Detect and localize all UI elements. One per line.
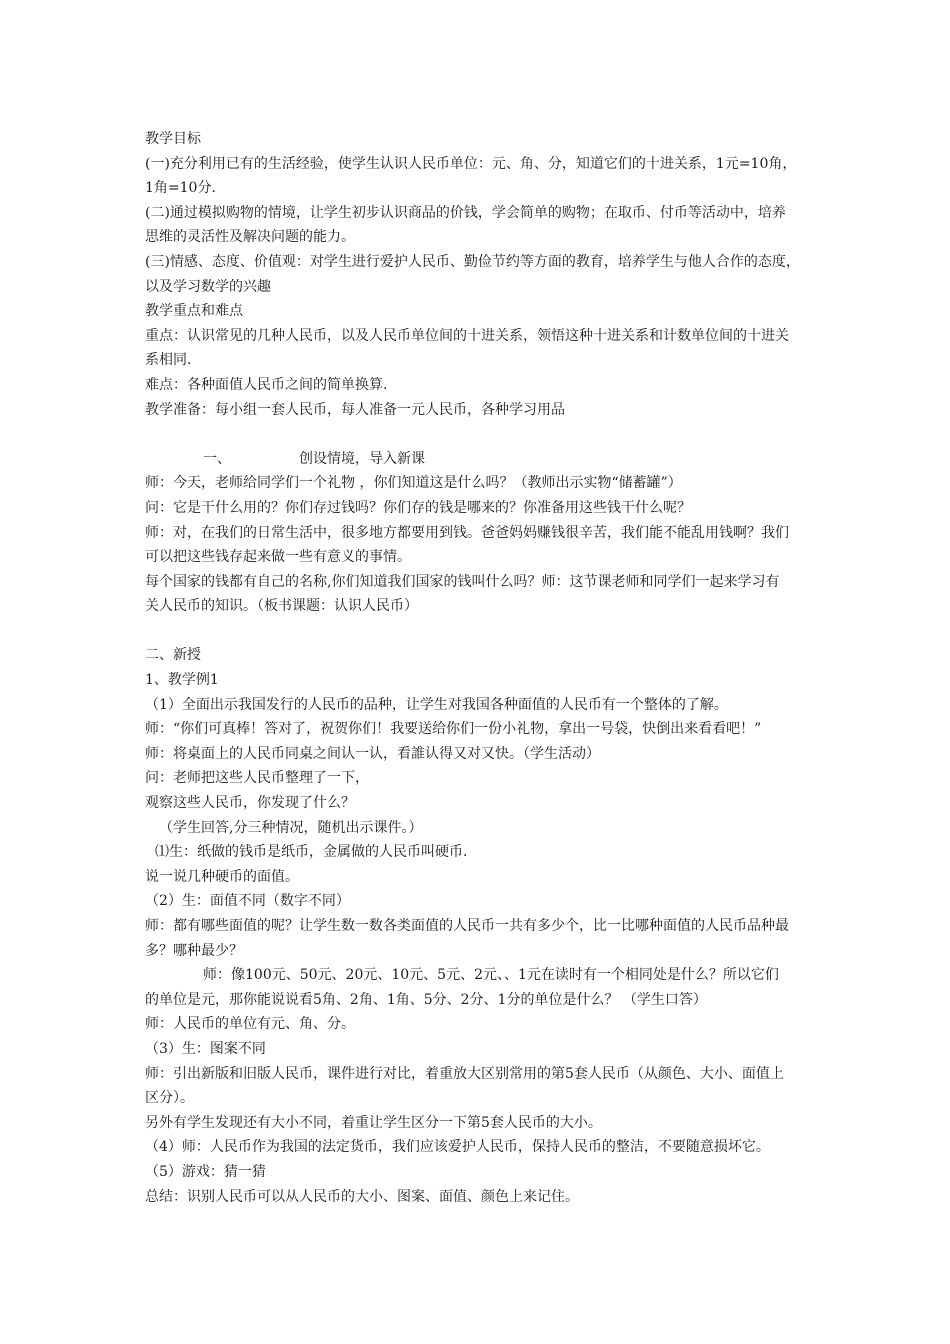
paragraph-line: 教学准备：每小组一套人民币，每人准备一元人民币，各种学习用品 xyxy=(145,401,565,418)
paragraph-line: 思维的灵活性及解决问题的能力。 xyxy=(145,229,355,246)
paragraph-line: 1角=10分. xyxy=(145,180,216,197)
paragraph-line: （3）生：图案不同 xyxy=(145,1040,266,1057)
paragraph-line: 难点：各种面值人民币之间的简单换算. xyxy=(145,376,388,393)
paragraph-line: 师：都有哪些面值的呢？让学生数一数各类面值的人民币一共有多少个，比一比哪种面值的人民币品种最 xyxy=(145,918,789,934)
paragraph-line: 关人民币的知识。（板书课题：认识人民币） xyxy=(145,598,418,615)
section-number: 一、 xyxy=(203,450,231,467)
paragraph-line: 可以把这些钱存起来做一些有意义的事情。 xyxy=(145,549,411,566)
paragraph-line: （5）游戏：猜一猜 xyxy=(145,1163,266,1180)
heading-key-points: 教学重点和难点 xyxy=(145,303,243,320)
paragraph-line: （4）师：人民币作为我国的法定货币，我们应该爱护人民币，保持人民币的整洁，不要随意损坏它。 xyxy=(145,1139,770,1156)
paragraph-line: 重点：认识常见的几种人民币，以及人民币单位间的十进关系，领悟这种十进关系和计数单位间的十进关 xyxy=(145,327,789,344)
section-title: 创设情境，导入新课 xyxy=(299,450,425,467)
subsection-heading: 1、教学例1 xyxy=(145,672,219,689)
paragraph-line: 说一说几种硬币的面值。 xyxy=(145,868,299,885)
blank-line xyxy=(145,619,825,644)
paragraph-line: 总结：识别人民币可以从人民币的大小、图案、面值、颜色上来记住。 xyxy=(145,1188,579,1205)
paragraph-line: (二)通过模拟购物的情境，让学生初步认识商品的价钱，学会简单的购物；在取币、付币等活动中，培养 xyxy=(145,204,786,221)
paragraph-line: (一)充分利用已有的生活经验，使学生认识人民币单位：元、角、分，知道它们的十进关系，1元=10角， xyxy=(145,155,797,172)
paragraph-line: 以及学习数学的兴趣 xyxy=(145,278,271,295)
heading-teaching-goals: 教学目标 xyxy=(145,131,201,147)
paragraph-line: 另外有学生发现还有大小不同，着重让学生区分一下第5套人民币的大小。 xyxy=(145,1114,602,1131)
paragraph-line: (三)情感、态度、价值观：对学生进行爱护人民币、勤俭节约等方面的教育，培养学生与他人合作的态度， xyxy=(145,253,800,270)
paragraph-line: 问：它是干什么用的？你们存过钱吗？你们存的钱是哪来的？你准备用这些钱干什么呢？ xyxy=(145,499,691,516)
paragraph-line: 系相同. xyxy=(145,352,192,369)
paragraph-line: 师：对，在我们的日常生活中，很多地方都要用到钱。爸爸妈妈赚钱很辛苦，我们能不能乱用钱啊？我们 xyxy=(145,524,789,541)
paragraph-line: 师：将桌面上的人民币同桌之间认一认，看誰认得又对又快。（学生活动） xyxy=(145,745,600,762)
paragraph-line: 观察这些人民币，你发现了什么？ xyxy=(145,795,355,812)
paragraph-line: 多？哪种最少？ xyxy=(145,942,243,959)
paragraph-line: 师：引出新版和旧版人民币，课件进行对比，着重放大区别常用的第5套人民币（从颜色、大小、面值上 xyxy=(145,1065,784,1082)
paragraph-line: 的单位是元，那你能说说看5角、2角、1角、5分、2分、1分的单位是什么？ （学生口答） xyxy=(145,991,707,1008)
section-heading-1 xyxy=(145,447,825,472)
paragraph-line: 师：像100元、50元、20元、10元、5元、2元、、1元在读时有一个相同处是什么？所以它们 xyxy=(203,967,779,984)
document-body xyxy=(145,127,825,1209)
paragraph-line: 师：今天，老师给同学们一个礼物 ，你们知道这是什么吗？（教师出示实物“储蓄罐”） xyxy=(145,475,682,492)
paragraph-line: 区分）。 xyxy=(145,1090,194,1107)
paragraph-line: 每个国家的钱都有自己的名称,你们知道我们国家的钱叫什么吗？师：这节课老师和同学们一起来学习有 xyxy=(145,573,780,590)
paragraph-line: ⑴生：纸做的钱币是纸币，金属做的人民币叫硬币. xyxy=(155,844,468,861)
paragraph-line: （2）生：面值不同（数字不同） xyxy=(145,893,350,910)
paragraph-line: （1）全面出示我国发行的人民币的品种，让学生对我国各种面值的人民币有一个整体的了解。 xyxy=(145,696,728,713)
paragraph-line: 师：“你们可真棒！答对了，祝贺你们！我要送给你们一份小礼物，拿出一号袋，快倒出来看看吧！” xyxy=(145,721,762,738)
paragraph-line: 问：老师把这些人民币整理了一下， xyxy=(145,770,369,787)
blank-line xyxy=(145,422,825,447)
paragraph-line: （学生回答,分三种情况，随机出示课件。） xyxy=(159,819,423,836)
section-heading-2: 二、新授 xyxy=(145,647,201,664)
paragraph-line: 师：人民币的单位有元、角、分。 xyxy=(145,1016,355,1033)
